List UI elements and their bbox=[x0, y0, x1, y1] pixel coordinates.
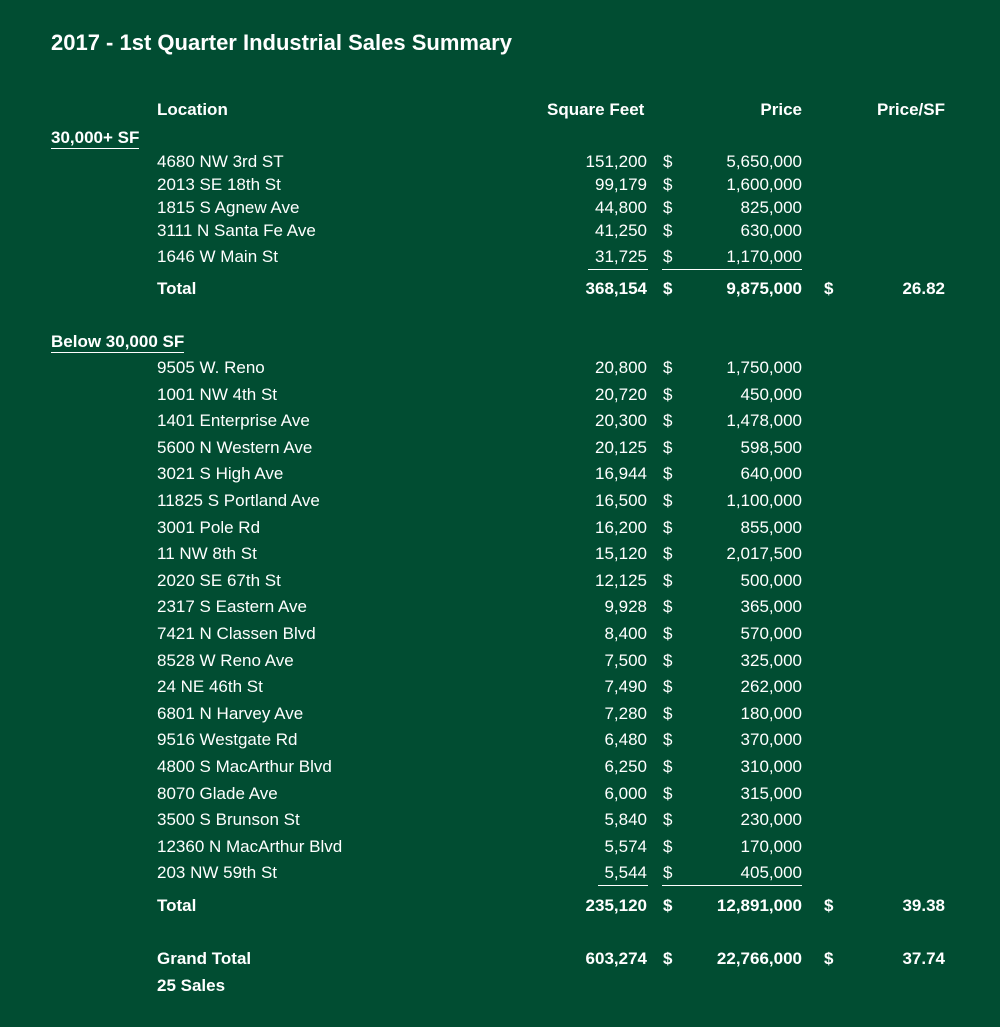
location-cell: 3021 S High Ave bbox=[157, 464, 284, 483]
dollar-sign: $ bbox=[663, 677, 673, 696]
dollar-sign: $ bbox=[663, 198, 673, 217]
square-feet-cell: 20,720 bbox=[595, 385, 647, 404]
section-large-total bbox=[0, 279, 1000, 305]
price-cell: 640,000 bbox=[740, 464, 802, 483]
table-row bbox=[0, 810, 1000, 836]
table-row bbox=[0, 438, 1000, 464]
square-feet-cell: 99,179 bbox=[595, 175, 647, 194]
section-label-small: Below 30,000 SF bbox=[51, 332, 185, 351]
price-cell: 1,170,000 bbox=[726, 247, 802, 266]
table-row bbox=[0, 491, 1000, 517]
location-cell: 8070 Glade Ave bbox=[157, 784, 278, 803]
total-price: 12,891,000 bbox=[716, 896, 802, 915]
price-cell: 500,000 bbox=[740, 571, 802, 590]
location-cell: 2013 SE 18th St bbox=[157, 175, 281, 194]
table-row bbox=[0, 651, 1000, 677]
square-feet-cell: 44,800 bbox=[595, 198, 647, 217]
table-row bbox=[0, 863, 1000, 889]
location-cell: 4800 S MacArthur Blvd bbox=[157, 757, 332, 776]
square-feet-cell: 151,200 bbox=[585, 152, 647, 171]
header-square-feet: Square Feet bbox=[547, 100, 645, 119]
dollar-sign: $ bbox=[663, 597, 673, 616]
square-feet-cell: 7,280 bbox=[604, 704, 647, 723]
table-row bbox=[0, 518, 1000, 544]
location-cell: 5600 N Western Ave bbox=[157, 438, 313, 457]
dollar-sign: $ bbox=[663, 152, 673, 171]
price-cell: 2,017,500 bbox=[726, 544, 802, 563]
location-cell: 1646 W Main St bbox=[157, 247, 278, 266]
square-feet-cell: 6,480 bbox=[604, 730, 647, 749]
location-cell: 4680 NW 3rd ST bbox=[157, 152, 284, 171]
location-cell: 203 NW 59th St bbox=[157, 863, 278, 882]
location-cell: 9516 Westgate Rd bbox=[157, 730, 298, 749]
square-feet-cell: 5,574 bbox=[604, 837, 647, 856]
price-cell: 365,000 bbox=[740, 597, 802, 616]
price-cell: 230,000 bbox=[740, 810, 802, 829]
table-row bbox=[0, 597, 1000, 623]
dollar-sign: $ bbox=[663, 651, 673, 670]
square-feet-cell: 9,928 bbox=[604, 597, 647, 616]
location-cell: 11 NW 8th St bbox=[157, 544, 257, 563]
price-cell: 370,000 bbox=[740, 730, 802, 749]
square-feet-cell: 16,500 bbox=[595, 491, 647, 510]
sales-count: 25 Sales bbox=[157, 976, 226, 995]
table-row bbox=[0, 221, 1000, 247]
dollar-sign: $ bbox=[663, 358, 673, 377]
square-feet-cell: 31,725 bbox=[595, 247, 647, 266]
dollar-sign: $ bbox=[663, 544, 673, 563]
price-cell: 405,000 bbox=[740, 863, 802, 882]
dollar-sign: $ bbox=[663, 837, 673, 856]
price-cell: 598,500 bbox=[740, 438, 802, 457]
dollar-sign: $ bbox=[663, 810, 673, 829]
dollar-sign: $ bbox=[663, 624, 673, 643]
total-label: Total bbox=[157, 279, 197, 298]
table-row bbox=[0, 358, 1000, 384]
price-cell: 630,000 bbox=[740, 221, 802, 240]
dollar-sign: $ bbox=[663, 411, 673, 430]
total-price-sf: 26.82 bbox=[902, 279, 945, 298]
dollar-sign: $ bbox=[663, 464, 673, 483]
underline-price-2 bbox=[662, 885, 802, 886]
location-cell: 3001 Pole Rd bbox=[157, 518, 261, 537]
price-cell: 450,000 bbox=[740, 385, 802, 404]
location-cell: 2317 S Eastern Ave bbox=[157, 597, 307, 616]
total-price: 9,875,000 bbox=[726, 279, 802, 298]
dollar-sign: $ bbox=[663, 385, 673, 404]
section-label-large: 30,000+ SF bbox=[51, 128, 140, 147]
page-title: 2017 - 1st Quarter Industrial Sales Summary bbox=[51, 30, 512, 55]
dollar-sign: $ bbox=[824, 279, 834, 298]
price-cell: 825,000 bbox=[740, 198, 802, 217]
table-row bbox=[0, 837, 1000, 863]
header-location: Location bbox=[157, 100, 228, 119]
dollar-sign: $ bbox=[663, 896, 673, 915]
grand-total-label: Grand Total bbox=[157, 949, 252, 968]
location-cell: 2020 SE 67th St bbox=[157, 571, 281, 590]
dollar-sign: $ bbox=[663, 571, 673, 590]
location-cell: 1001 NW 4th St bbox=[157, 385, 278, 404]
square-feet-cell: 20,125 bbox=[595, 438, 647, 457]
table-row bbox=[0, 784, 1000, 810]
square-feet-cell: 6,000 bbox=[604, 784, 647, 803]
price-cell: 1,100,000 bbox=[726, 491, 802, 510]
price-cell: 325,000 bbox=[740, 651, 802, 670]
table-row bbox=[0, 730, 1000, 756]
price-cell: 1,478,000 bbox=[726, 411, 802, 430]
location-cell: 11825 S Portland Ave bbox=[157, 491, 320, 510]
price-cell: 855,000 bbox=[740, 518, 802, 537]
location-cell: 1401 Enterprise Ave bbox=[157, 411, 310, 430]
dollar-sign: $ bbox=[663, 491, 673, 510]
total-square-feet: 235,120 bbox=[585, 896, 647, 915]
underline-price-1 bbox=[662, 269, 802, 270]
price-cell: 310,000 bbox=[740, 757, 802, 776]
location-cell: 1815 S Agnew Ave bbox=[157, 198, 300, 217]
square-feet-cell: 20,300 bbox=[595, 411, 647, 430]
square-feet-cell: 5,544 bbox=[604, 863, 647, 882]
grand-total-price: 22,766,000 bbox=[716, 949, 802, 968]
table-row bbox=[0, 677, 1000, 703]
square-feet-cell: 16,944 bbox=[595, 464, 647, 483]
table-row bbox=[0, 704, 1000, 730]
dollar-sign: $ bbox=[663, 949, 673, 968]
square-feet-cell: 5,840 bbox=[604, 810, 647, 829]
location-cell: 6801 N Harvey Ave bbox=[157, 704, 304, 723]
underline-sf-2 bbox=[598, 885, 648, 886]
dollar-sign: $ bbox=[663, 863, 673, 882]
table-row bbox=[0, 247, 1000, 273]
price-cell: 5,650,000 bbox=[726, 152, 802, 171]
square-feet-cell: 15,120 bbox=[595, 544, 647, 563]
price-cell: 1,600,000 bbox=[726, 175, 802, 194]
grand-total-price-sf: 37.74 bbox=[902, 949, 945, 968]
square-feet-cell: 6,250 bbox=[604, 757, 647, 776]
price-cell: 262,000 bbox=[740, 677, 802, 696]
dollar-sign: $ bbox=[663, 757, 673, 776]
table-row bbox=[0, 544, 1000, 570]
square-feet-cell: 7,500 bbox=[604, 651, 647, 670]
dollar-sign: $ bbox=[824, 896, 834, 915]
dollar-sign: $ bbox=[663, 784, 673, 803]
dollar-sign: $ bbox=[663, 221, 673, 240]
location-cell: 7421 N Classen Blvd bbox=[157, 624, 316, 643]
location-cell: 24 NE 46th St bbox=[157, 677, 263, 696]
dollar-sign: $ bbox=[663, 704, 673, 723]
square-feet-cell: 16,200 bbox=[595, 518, 647, 537]
square-feet-cell: 7,490 bbox=[604, 677, 647, 696]
table-row bbox=[0, 464, 1000, 490]
grand-total-row bbox=[0, 949, 1000, 975]
price-cell: 180,000 bbox=[740, 704, 802, 723]
square-feet-cell: 8,400 bbox=[604, 624, 647, 643]
square-feet-cell: 12,125 bbox=[595, 571, 647, 590]
price-cell: 315,000 bbox=[740, 784, 802, 803]
table-row bbox=[0, 571, 1000, 597]
underline-sf-1 bbox=[588, 269, 648, 270]
total-label: Total bbox=[157, 896, 197, 915]
location-cell: 9505 W. Reno bbox=[157, 358, 265, 377]
total-square-feet: 368,154 bbox=[585, 279, 647, 298]
header-price: Price bbox=[760, 100, 802, 119]
dollar-sign: $ bbox=[663, 438, 673, 457]
grand-total-square-feet: 603,274 bbox=[585, 949, 647, 968]
header-price-sf: Price/SF bbox=[876, 100, 945, 119]
location-cell: 3500 S Brunson St bbox=[157, 810, 300, 829]
price-cell: 170,000 bbox=[740, 837, 802, 856]
dollar-sign: $ bbox=[663, 279, 673, 298]
location-cell: 3111 N Santa Fe Ave bbox=[157, 221, 316, 240]
dollar-sign: $ bbox=[824, 949, 834, 968]
price-cell: 570,000 bbox=[740, 624, 802, 643]
table-row bbox=[0, 411, 1000, 437]
dollar-sign: $ bbox=[663, 518, 673, 537]
table-row bbox=[0, 624, 1000, 650]
table-row bbox=[0, 757, 1000, 783]
price-cell: 1,750,000 bbox=[726, 358, 802, 377]
dollar-sign: $ bbox=[663, 247, 673, 266]
total-price-sf: 39.38 bbox=[902, 896, 945, 915]
section-small-total bbox=[0, 896, 1000, 922]
dollar-sign: $ bbox=[663, 730, 673, 749]
square-feet-cell: 20,800 bbox=[595, 358, 647, 377]
square-feet-cell: 41,250 bbox=[595, 221, 647, 240]
location-cell: 8528 W Reno Ave bbox=[157, 651, 294, 670]
table-row bbox=[0, 385, 1000, 411]
dollar-sign: $ bbox=[663, 175, 673, 194]
location-cell: 12360 N MacArthur Blvd bbox=[157, 837, 343, 856]
